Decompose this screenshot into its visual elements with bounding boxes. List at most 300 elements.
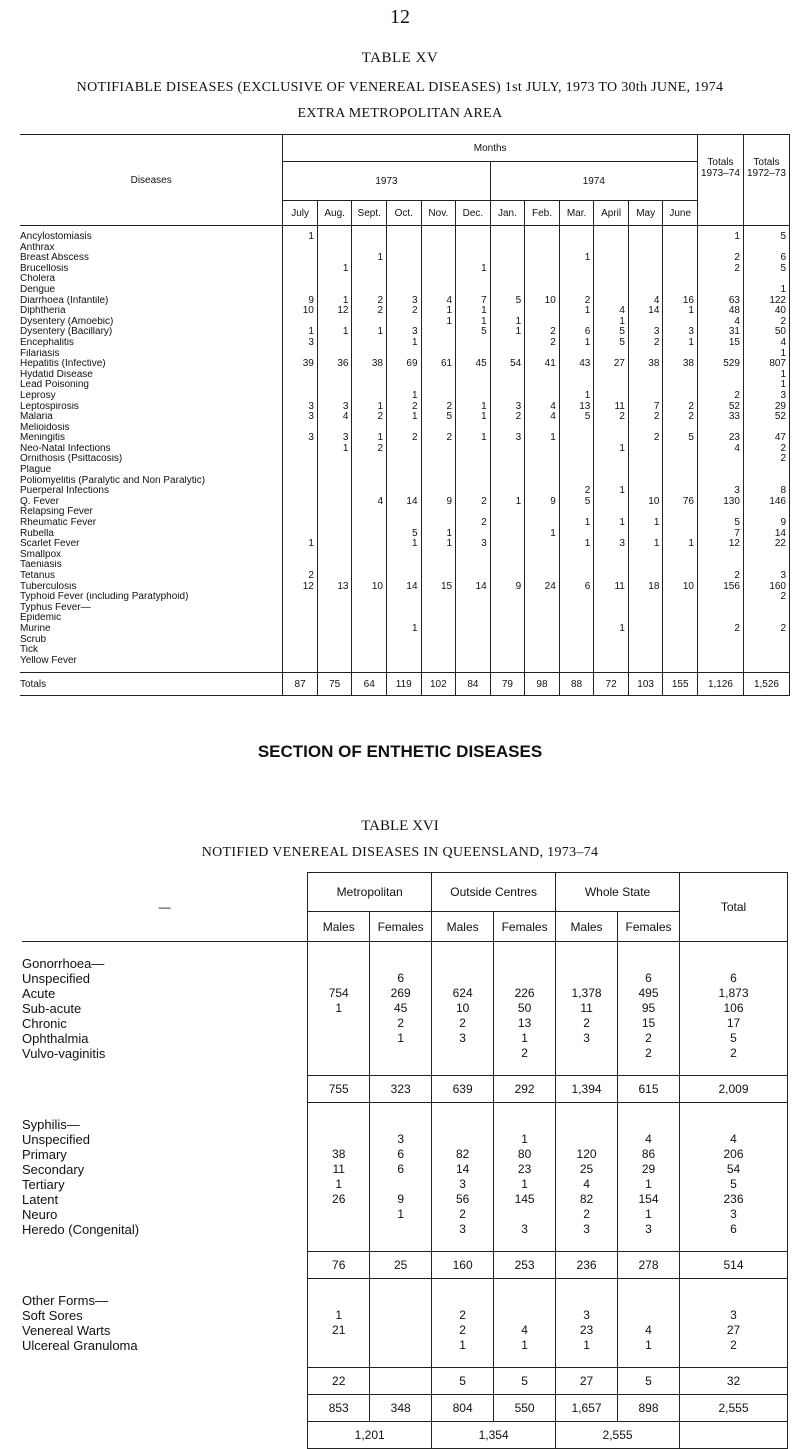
- month-value: [456, 338, 491, 349]
- month-value: [525, 645, 560, 656]
- month-value: [628, 656, 663, 673]
- month-value: [628, 571, 663, 582]
- month-value: [559, 465, 594, 476]
- month-value: 5: [663, 433, 698, 444]
- count-value: [494, 971, 556, 986]
- disease-row: [22, 1323, 788, 1338]
- total-previous: 8: [743, 486, 789, 497]
- month-value: [387, 454, 422, 465]
- month-value: [490, 635, 525, 646]
- disease-row: [20, 454, 790, 465]
- spacer-row: [22, 1237, 788, 1252]
- count-value: 4: [494, 1323, 556, 1338]
- month-value: [594, 253, 629, 264]
- month-value: [525, 370, 560, 381]
- count-value: 2: [680, 1338, 788, 1353]
- month-value: [421, 243, 456, 254]
- disease-name: Brucellosis: [20, 264, 283, 275]
- page-number: 12: [390, 6, 410, 28]
- disease-name: Malaria: [20, 412, 283, 423]
- count-value: 3: [618, 1222, 680, 1237]
- month-value: [421, 264, 456, 275]
- count-value: 2: [680, 1046, 788, 1061]
- disease-name: Murine: [20, 624, 283, 635]
- count-value: [308, 1338, 370, 1353]
- month-value: [283, 465, 318, 476]
- month-value: 1: [283, 226, 318, 243]
- combined-total-value: 1,201: [308, 1422, 432, 1449]
- disease-name: Q. Fever: [20, 497, 283, 508]
- month-value: 1: [387, 391, 422, 402]
- month-value: [317, 391, 352, 402]
- total-current: [697, 656, 743, 673]
- total-current: 63: [697, 296, 743, 307]
- count-value: 25: [556, 1162, 618, 1177]
- total-previous: 29: [743, 402, 789, 413]
- month-value: [663, 476, 698, 487]
- month-value: [594, 560, 629, 571]
- month-value: 10: [525, 296, 560, 307]
- month-value: [421, 613, 456, 624]
- disease-row: [20, 327, 790, 338]
- month-value: 5: [387, 529, 422, 540]
- total-previous: [743, 550, 789, 561]
- total-previous: 2: [743, 592, 789, 603]
- month-value: [559, 656, 594, 673]
- month-total: 155: [663, 673, 698, 696]
- month-value: [283, 243, 318, 254]
- disease-row: [22, 971, 788, 986]
- month-total: 64: [352, 673, 387, 696]
- disease-row: [20, 391, 790, 402]
- count-value: 154: [618, 1192, 680, 1207]
- disease-name: Tetanus: [20, 571, 283, 582]
- disease-row: [22, 1192, 788, 1207]
- month-value: 9: [525, 497, 560, 508]
- month-value: 2: [352, 306, 387, 317]
- count-value: 3: [556, 1308, 618, 1323]
- subtotal-row: [22, 1368, 788, 1395]
- section-heading: SECTION OF ENTHETIC DISEASES: [257, 742, 543, 761]
- month-value: [663, 243, 698, 254]
- month-value: 1: [352, 433, 387, 444]
- month-value: [387, 370, 422, 381]
- month-value: 1: [594, 444, 629, 455]
- count-value: [308, 1016, 370, 1031]
- month-value: [525, 391, 560, 402]
- month-value: [421, 370, 456, 381]
- month-value: 1: [317, 264, 352, 275]
- month-value: [352, 529, 387, 540]
- table-15-title: TABLE XV: [361, 50, 439, 66]
- month-value: [421, 560, 456, 571]
- grand-total-previous: 1,526: [743, 673, 789, 696]
- month-value: 10: [663, 582, 698, 593]
- total-current: [697, 274, 743, 285]
- total-previous: 146: [743, 497, 789, 508]
- month-value: [283, 274, 318, 285]
- month-value: [490, 391, 525, 402]
- disease-row: [20, 518, 790, 529]
- month-value: [594, 380, 629, 391]
- month-value: 10: [283, 306, 318, 317]
- month-value: 4: [352, 497, 387, 508]
- month-value: [628, 274, 663, 285]
- count-value: [308, 1046, 370, 1061]
- month-value: 3: [283, 412, 318, 423]
- month-value: 14: [387, 582, 422, 593]
- total-current: 7: [697, 529, 743, 540]
- month-value: [387, 571, 422, 582]
- month-header: May: [628, 201, 663, 226]
- count-value: [370, 1222, 432, 1237]
- spacer-row: [22, 1279, 788, 1294]
- month-value: [628, 624, 663, 635]
- total-current: 15: [697, 338, 743, 349]
- month-value: 1: [490, 497, 525, 508]
- count-value: [308, 971, 370, 986]
- month-value: 1: [387, 539, 422, 550]
- month-value: 1: [559, 306, 594, 317]
- grand-total-value: 348: [370, 1395, 432, 1422]
- month-value: [594, 603, 629, 614]
- month-value: [283, 380, 318, 391]
- month-value: [352, 380, 387, 391]
- month-value: 1: [352, 402, 387, 413]
- combined-total-value: 2,555: [556, 1422, 680, 1449]
- count-value: 95: [618, 1001, 680, 1016]
- month-value: 5: [456, 327, 491, 338]
- count-value: [556, 1046, 618, 1061]
- month-value: 5: [594, 327, 629, 338]
- total-previous: 9: [743, 518, 789, 529]
- month-value: 18: [628, 582, 663, 593]
- month-value: [490, 444, 525, 455]
- month-value: [559, 645, 594, 656]
- month-value: 1: [490, 317, 525, 328]
- month-value: [490, 645, 525, 656]
- disease-row: [20, 423, 790, 434]
- total-previous: [743, 465, 789, 476]
- month-value: [663, 603, 698, 614]
- month-value: [352, 571, 387, 582]
- total-previous: 160: [743, 582, 789, 593]
- month-value: 1: [559, 338, 594, 349]
- month-value: 1: [456, 433, 491, 444]
- month-value: [387, 444, 422, 455]
- month-value: 45: [456, 359, 491, 370]
- disease-name: Rheumatic Fever: [20, 518, 283, 529]
- month-value: [317, 624, 352, 635]
- subtotal-value: 32: [680, 1368, 788, 1395]
- month-value: [352, 454, 387, 465]
- year-1974-header: 1974: [490, 162, 697, 201]
- month-value: [559, 603, 594, 614]
- month-value: [594, 264, 629, 275]
- count-value: 106: [680, 1001, 788, 1016]
- month-value: [387, 226, 422, 243]
- total-current: 2: [697, 253, 743, 264]
- count-value: 754: [308, 986, 370, 1001]
- month-value: [387, 603, 422, 614]
- month-value: [663, 465, 698, 476]
- disease-name: Typhoid Fever (including Paratyphoid): [20, 592, 283, 603]
- month-total: 88: [559, 673, 594, 696]
- month-value: [352, 560, 387, 571]
- month-value: 10: [628, 497, 663, 508]
- count-value: 269: [370, 986, 432, 1001]
- month-value: [628, 645, 663, 656]
- month-value: 39: [283, 359, 318, 370]
- total-previous: 6: [743, 253, 789, 264]
- count-value: 2: [432, 1323, 494, 1338]
- month-value: 1: [421, 539, 456, 550]
- month-value: [525, 635, 560, 646]
- month-value: 1: [559, 253, 594, 264]
- disease-name: Ulcereal Granuloma: [22, 1338, 138, 1353]
- count-value: 1: [308, 1308, 370, 1323]
- month-value: [628, 264, 663, 275]
- disease-name: Scarlet Fever: [20, 539, 283, 550]
- month-value: [490, 571, 525, 582]
- disease-row: [20, 359, 790, 370]
- count-value: 120: [556, 1147, 618, 1162]
- total-current: 5: [697, 518, 743, 529]
- subtotal-row: [22, 1252, 788, 1279]
- total-current: [697, 550, 743, 561]
- month-value: [663, 253, 698, 264]
- disease-name: Leprosy: [20, 391, 283, 402]
- month-value: [352, 550, 387, 561]
- totals-current-header: Totals 1973–74: [697, 135, 743, 201]
- month-value: [663, 380, 698, 391]
- month-value: [559, 454, 594, 465]
- month-value: [456, 645, 491, 656]
- month-value: 1: [490, 327, 525, 338]
- month-value: [663, 370, 698, 381]
- month-value: [663, 656, 698, 673]
- month-value: [525, 454, 560, 465]
- total-current: [697, 370, 743, 381]
- month-value: [421, 624, 456, 635]
- month-value: [317, 370, 352, 381]
- count-value: 9: [370, 1192, 432, 1207]
- spacer-row: [22, 1353, 788, 1368]
- disease-row: [20, 613, 790, 624]
- month-value: [421, 285, 456, 296]
- count-value: 3: [432, 1177, 494, 1192]
- month-value: 3: [387, 296, 422, 307]
- count-value: 27: [680, 1323, 788, 1338]
- month-value: [525, 603, 560, 614]
- disease-row: [20, 582, 790, 593]
- count-value: 1: [494, 1338, 556, 1353]
- disease-name: Sub-acute: [22, 1001, 82, 1016]
- total-current: [697, 454, 743, 465]
- month-header: Dec.: [456, 201, 491, 226]
- month-value: 1: [594, 518, 629, 529]
- disease-row: [20, 226, 790, 243]
- count-value: 236: [680, 1192, 788, 1207]
- month-value: [352, 603, 387, 614]
- total-current: 4: [697, 317, 743, 328]
- disease-name: Ancylostomiasis: [20, 226, 283, 243]
- month-value: [594, 423, 629, 434]
- month-value: [490, 476, 525, 487]
- total-current: [697, 645, 743, 656]
- month-value: 41: [525, 359, 560, 370]
- disease-row: [22, 986, 788, 1001]
- total-previous: 1: [743, 285, 789, 296]
- month-value: 76: [663, 497, 698, 508]
- month-value: [421, 454, 456, 465]
- count-value: 6: [618, 971, 680, 986]
- total-previous: 5: [743, 264, 789, 275]
- total-current: 4: [697, 444, 743, 455]
- total-current: 156: [697, 582, 743, 593]
- count-value: [370, 1308, 432, 1323]
- month-value: 1: [559, 518, 594, 529]
- month-value: [490, 253, 525, 264]
- month-header: June: [663, 201, 698, 226]
- month-value: [421, 507, 456, 518]
- count-value: [556, 971, 618, 986]
- grand-total-row: [22, 1395, 788, 1422]
- month-value: 2: [387, 433, 422, 444]
- disease-row: [20, 296, 790, 307]
- month-value: [490, 507, 525, 518]
- month-value: 16: [663, 296, 698, 307]
- month-value: [559, 423, 594, 434]
- month-value: [663, 507, 698, 518]
- disease-row: [22, 1046, 788, 1061]
- month-value: [283, 592, 318, 603]
- month-value: 38: [628, 359, 663, 370]
- count-value: 1: [432, 1338, 494, 1353]
- month-value: [387, 243, 422, 254]
- total-current: [697, 635, 743, 646]
- month-value: [387, 264, 422, 275]
- month-value: [490, 539, 525, 550]
- count-value: [432, 971, 494, 986]
- month-value: [525, 285, 560, 296]
- month-value: [317, 645, 352, 656]
- month-value: 5: [559, 497, 594, 508]
- count-value: 3: [494, 1222, 556, 1237]
- disease-row: [20, 486, 790, 497]
- count-value: 6: [370, 1162, 432, 1177]
- month-value: [663, 454, 698, 465]
- month-header: Aug.: [317, 201, 352, 226]
- month-value: [317, 380, 352, 391]
- month-value: [628, 465, 663, 476]
- month-value: [283, 391, 318, 402]
- disease-row: [20, 603, 790, 614]
- subtotal-value: 1,394: [556, 1076, 618, 1103]
- month-value: [456, 603, 491, 614]
- month-value: [387, 507, 422, 518]
- month-value: 3: [663, 327, 698, 338]
- month-value: [387, 285, 422, 296]
- disease-name: Poliomyelitis (Paralytic and Non Paralytic): [20, 476, 283, 487]
- subtotal-value: 76: [308, 1252, 370, 1279]
- month-value: [559, 592, 594, 603]
- month-value: 38: [663, 359, 698, 370]
- grand-total-value: 853: [308, 1395, 370, 1422]
- month-value: [594, 285, 629, 296]
- month-value: [456, 656, 491, 673]
- count-value: 80: [494, 1147, 556, 1162]
- disease-row: [20, 338, 790, 349]
- month-value: 2: [352, 444, 387, 455]
- count-value: 3: [432, 1222, 494, 1237]
- month-value: [663, 560, 698, 571]
- subtotal-value: 639: [432, 1076, 494, 1103]
- count-value: 1,873: [680, 986, 788, 1001]
- month-value: 2: [352, 296, 387, 307]
- month-value: 4: [525, 412, 560, 423]
- month-value: 15: [421, 582, 456, 593]
- combined-total-row: [22, 1422, 788, 1449]
- disease-name: Encephalitis: [20, 338, 283, 349]
- month-value: [559, 226, 594, 243]
- month-value: [628, 613, 663, 624]
- disease-row: [22, 1222, 788, 1237]
- month-value: [490, 264, 525, 275]
- month-value: [387, 592, 422, 603]
- month-value: [628, 380, 663, 391]
- month-value: 2: [628, 412, 663, 423]
- month-value: 61: [421, 359, 456, 370]
- disease-row: [22, 1177, 788, 1192]
- count-value: 2: [618, 1031, 680, 1046]
- month-value: 2: [525, 338, 560, 349]
- month-value: [594, 465, 629, 476]
- month-value: [559, 624, 594, 635]
- month-value: [352, 645, 387, 656]
- count-value: 3: [370, 1132, 432, 1147]
- outside-centres-header: Outside Centres: [432, 873, 556, 912]
- month-value: [421, 592, 456, 603]
- month-value: 1: [387, 412, 422, 423]
- month-value: 3: [317, 402, 352, 413]
- diseases-header: Diseases: [20, 135, 283, 226]
- subtotal-value: 2,009: [680, 1076, 788, 1103]
- month-value: [456, 635, 491, 646]
- count-value: [432, 1132, 494, 1147]
- disease-name: Tick: [20, 645, 283, 656]
- total-header: Total: [680, 873, 788, 942]
- month-value: [283, 645, 318, 656]
- count-value: 2: [556, 1207, 618, 1222]
- month-value: [352, 539, 387, 550]
- subtotal-row: [22, 1076, 788, 1103]
- month-value: 9: [490, 582, 525, 593]
- month-value: [421, 391, 456, 402]
- month-value: 12: [283, 582, 318, 593]
- month-value: 1: [387, 624, 422, 635]
- total-previous: [743, 635, 789, 646]
- month-value: [283, 444, 318, 455]
- grand-total-current: 1,126: [697, 673, 743, 696]
- month-value: [525, 507, 560, 518]
- total-previous: 1: [743, 370, 789, 381]
- month-value: [421, 274, 456, 285]
- month-value: 14: [387, 497, 422, 508]
- disease-name: Tuberculosis: [20, 582, 283, 593]
- month-value: 2: [559, 296, 594, 307]
- month-value: [559, 285, 594, 296]
